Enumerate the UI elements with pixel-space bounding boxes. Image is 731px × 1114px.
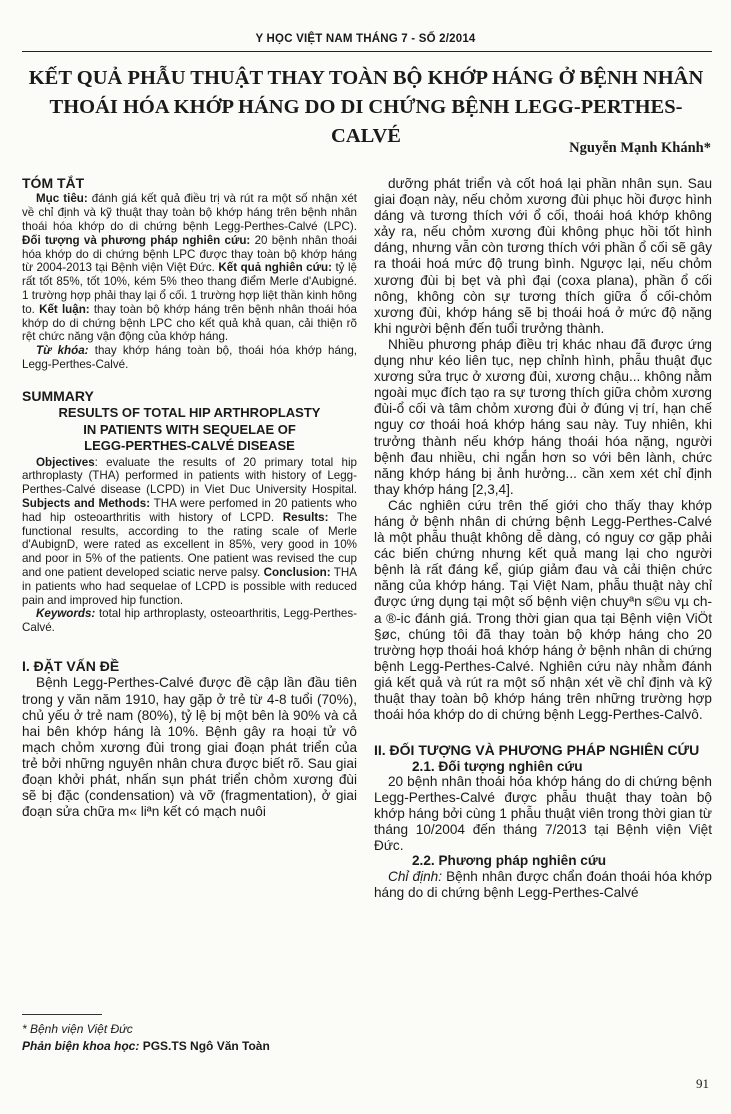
summary-text-1: : evaluate the results of 20 primary total hip arthroplasty (THA) performed in patients with history of Legg-Perthes-Calvé disease (LCPD) in Viet Duc University Hospital. [22, 455, 357, 497]
intro-paragraph-3: Các nghiên cứu trên thế giới cho thấy thay khớp háng ở bệnh nhân di chứng bệnh Legg-Perthes-Calvé là một phẫu thuật không dễ dàng, có nguy cơ gặp phải các biến chứng nhưng kết quả mang lại cho người bệnh là rất đáng kể, giúp giảm đau và cải thiện chức năng của khớp háng. Tại Việt Nam, phẫu thuật này chỉ được ứng dụng tại một số bệnh viện chuyªn s©u vµ ch-a ®-ic đánh giá. Trong thời gian qua tại Bệnh viện ViÖt §øc, chúng tôi đã thay toàn bộ khớp háng cho 20 trường hợp thoái hoá khớp háng ở bệnh nhân di chứng bệnh Legg-Perthes-Calvé. Nghiên cứu này nhằm đánh giá kết quả và rút ra một số nhận xét về chỉ định và kỹ thuật thay toàn bộ khớp háng trên những trường hợp thoái hóa khớp do di chứng bệnh Legg-Perthes-Calvô. [374, 497, 712, 723]
keywords-vi-text: thay khớp háng toàn bộ, thoái hóa khớp háng, Legg-Perthes-Calvé. [22, 344, 358, 371]
left-column [22, 176, 357, 820]
section-2-heading: II. ĐỐI TƯỢNG VÀ PHƯƠNG PHÁP NGHIÊN CỨU [374, 742, 700, 759]
indication-label: Chỉ định: [388, 868, 442, 884]
footnote-rule [22, 1014, 102, 1015]
header-rule [22, 51, 712, 52]
subsection-2-1-paragraph: 20 bệnh nhân thoái hóa khớp háng do di chứng bệnh Legg-Perthes-Calvé được phẫu thuật thay toàn bộ khớp háng bởi cùng 1 phẫu thuật viên trong thời gian từ tháng 10/2004 đến tháng 7/2013 tại Bệnh viện Việt Đức. [374, 774, 712, 854]
label-results: Kết quả nghiên cứu: [218, 261, 332, 275]
label-objectives-en: Objectives [36, 455, 95, 469]
intro-paragraph-2: Nhiều phương pháp điều trị khác nhau đã được ứng dụng như kéo liên tục, nẹp chỉnh hình, phẫu thuật đục xương sửa trục ở xương đùi, xương chậu... không nằm ngoài mục đích tạo ra sự tương thích giữa chỏm xương đùi-ổ cối và tâm chỏm xương đùi ở đúng vị trí, hạn chế nguy cơ thoái hoá khớp háng sau này. Tuy nhiên, khi trưởng thành nếu khớp háng thoái hóa nặng, người bệnh đau nhiều, chi ngắn hơn so với bên lành, chức năng khớp háng bị ảnh hưởng... cần xem xét chỉ định thay khớp háng [2,3,4]. [374, 336, 712, 497]
footnotes [22, 1014, 357, 1055]
title-line-1: KẾT QUẢ PHẪU THUẬT THAY TOÀN BỘ KHỚP HÁNG Ở BỆNH NHÂN [28, 67, 704, 89]
author: Nguyễn Mạnh Khánh* [569, 140, 711, 156]
abstract-vi-text-c: tỷ lệ rất tốt 85%, tốt 10%, kém 5% theo thang điểm Merle d'Aubigné. 1 trường hợp phải thay lại ổ cối. 1 trường hợp liệt thần kinh hông to. [22, 261, 357, 316]
summary-title [22, 405, 357, 455]
abstract-vi-text-d: thay toàn bộ khớp háng trên bệnh nhân thoái hóa khớp do di chứng bệnh LPC cho kết quả khả quan, cải thiện rõ rệt chức năng vận động của khớp háng. [22, 302, 357, 344]
abstract-vi-text-a: đánh giá kết quả điều trị và rút ra một số nhận xét về chỉ định và kỹ thuật thay toàn bộ khớp háng trên bệnh nhân thoái hóa khớp do di chứng bệnh Legg-Perthes-Calvé (LPC). [22, 192, 357, 233]
label-subjects-en: Subjects and Methods: [22, 497, 151, 511]
page-number: 91 [696, 1076, 709, 1091]
abstract-vi-heading: TÓM TẮT [22, 175, 85, 191]
summary-text-3: The functional results, according to the rating scale of Merle d'AubignD, were rated as excellent in 85%, very good in 10% and poor in 5% of the patients. One patient was revised the cup and one patient developed sciatic nerve palsy. [22, 510, 357, 580]
keywords-vi [22, 344, 357, 372]
journal-header: Y HỌC VIỆT NAM THÁNG 7 - SỐ 2/2014 [255, 33, 476, 45]
subsection-2-2-heading: 2.2. Phương pháp nghiên cứu [412, 853, 606, 869]
label-methods: Đối tượng và phương pháp nghiên cứu: [22, 233, 251, 247]
section-1-paragraph: Bệnh Legg-Perthes-Calvé được đề cập lần đầu tiên trong y văn năm 1910, hay gặp ở trẻ từ 4-8 tuổi (70%), chủ yếu ở trẻ nam (80%), tỷ lệ bị một bên là 90% và cả hai bên khớp háng là 10%. Bệnh gây ra hoại tử vô mạch chỏm xương đùi trong giai đoạn phát triển của trẻ bởi những nguyên nhân chưa được biết rõ. Sau giai đoạn khởi phát, nhấn sụn phát triển chỏm xương đùi sẽ bị đặc (condensation) và vỡ (fragmentation), ở giai đoạn sửa chữa m« liªn kết có mạch nuôi [22, 675, 357, 820]
summary-heading: SUMMARY [22, 387, 94, 404]
summary-body [22, 456, 357, 608]
right-column [374, 176, 712, 901]
keywords-en [22, 607, 357, 635]
summary-title-line-2: IN PATIENTS WITH SEQUELAE OF [83, 421, 296, 437]
summary-text-4: THA in patients who had sequelae of LCPD is possible with reduced pain and improved hip function. [22, 566, 357, 607]
reviewer-name: PGS.TS Ngô Văn Toàn [139, 1039, 270, 1053]
summary-title-line-3: LEGG-PERTHES-CALVÉ DISEASE [84, 438, 295, 454]
intro-continuation: dưỡng phát triển và cốt hoá lại phần nhân sụn. Sau giai đoạn này, nếu chỏm xương đùi phục hồi được hình dáng và tương thích với ổ cối, thoái hoá khớp không xảy ra, nếu chỏm xương đùi không phục hồi tốt hình dáng, nhưng vẫn còn tương thích với phần ổ cối sẽ gây ra thoái hoá mức độ trung bình. Ngược lại, nếu chỏm xương đùi bị bẹt và phì đại (coxa plana), phần ổ cối nông, không còn sự tương thích giữa ổ cối-chỏm xương đùi, khớp háng sẽ bị thoái hoá ở mức độ nặng khi người bệnh đến tuổi trưởng thành. [374, 176, 712, 336]
keywords-en-text: total hip arthroplasty, osteoarthritis, Legg-Perthes-Calvé. [22, 607, 357, 635]
subsection-2-1-heading: 2.1. Đối tượng nghiên cứu [412, 758, 583, 774]
reviewer-label: Phản biện khoa học: [22, 1039, 140, 1053]
article-title [20, 64, 712, 151]
label-results-en: Results: [282, 510, 329, 524]
abstract-vi-body [22, 192, 357, 344]
label-conclusion: Kết luận: [39, 302, 90, 316]
abstract-vi-text-b: 20 bệnh nhân thoái hóa khớp do di chứng bệnh LPC được thay toàn bộ khớp háng từ 2004-2013 tại Bệnh viện Việt Đức. [22, 233, 357, 275]
label-conclusion-en: Conclusion: [263, 566, 331, 580]
keywords-en-label: Keywords: [36, 607, 96, 621]
label-objective: Mục tiêu: [36, 192, 88, 206]
footnote-affiliation: * Bệnh viện Việt Đức [22, 1022, 133, 1036]
section-1-heading: I. ĐẶT VẤN ĐỀ [22, 658, 120, 675]
title-line-2: THOÁI HÓA KHỚP HÁNG DO DI CHỨNG BỆNH LEGG-PERTHES-CALVÉ [49, 96, 683, 147]
summary-title-line-1: RESULTS OF TOTAL HIP ARTHROPLASTY [58, 405, 321, 421]
indication-text: Bệnh nhân được chẩn đoán thoái hóa khớp háng do di chứng bệnh Legg-Perthes-Calvé [374, 868, 712, 900]
subsection-2-2-paragraph [374, 869, 712, 901]
summary-text-2: THA were perfomed in 20 patients who had hip osteoarthritis with history of LCPD. [22, 497, 357, 524]
keywords-vi-label: Từ khóa: [36, 344, 89, 358]
footnote-reviewer [22, 1038, 357, 1055]
